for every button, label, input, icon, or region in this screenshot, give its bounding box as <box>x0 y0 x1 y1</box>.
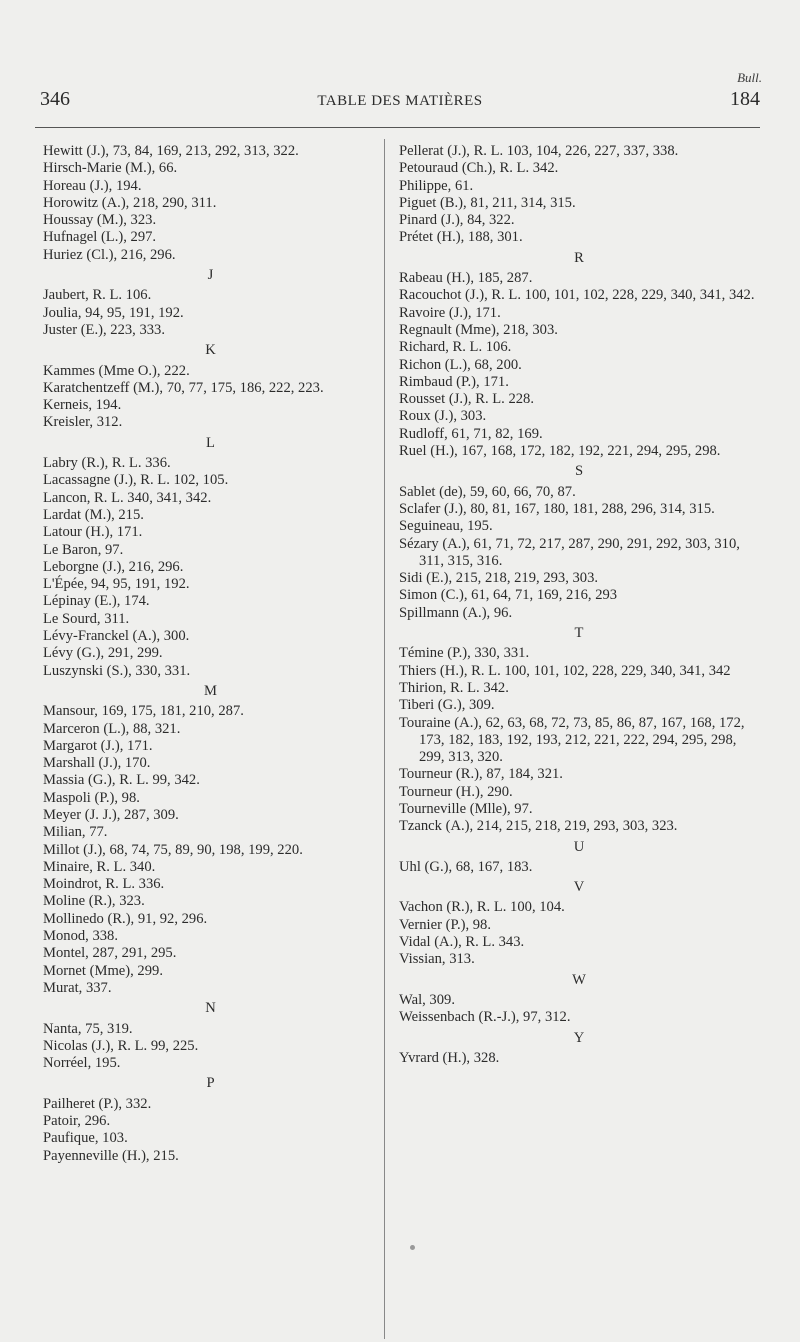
index-entry: Rabeau (H.), 185, 287. <box>399 270 533 287</box>
index-entry: Weissenbach (R.-J.), 97, 312. <box>399 1009 571 1026</box>
speck <box>410 1245 415 1250</box>
section-letter: Y <box>573 1029 585 1046</box>
section-letter: N <box>205 1000 216 1017</box>
index-entry: Hewitt (J.), 73, 84, 169, 213, 292, 313, 322. <box>43 143 299 159</box>
index-entry: Kerneis, 194. <box>43 397 122 414</box>
index-entry: Tzanck (A.), 214, 215, 218, 219, 293, 303, 323. <box>399 818 678 835</box>
index-entry: Nanta, 75, 319. <box>43 1020 133 1037</box>
section-letter: J <box>207 267 214 284</box>
index-entry: Luszynski (S.), 330, 331. <box>43 662 191 679</box>
index-entry: Labry (R.), R. L. 336. <box>43 455 171 472</box>
index-entry: Ruel (H.), 167, 168, 172, 182, 192, 221, 294, 295, 298. <box>399 443 721 460</box>
index-entry: Monod, 338. <box>43 928 118 945</box>
section-letter: P <box>206 1075 215 1092</box>
index-entry: Norréel, 195. <box>43 1055 121 1072</box>
index-entry: Mollinedo (R.), 91, 92, 296. <box>43 910 208 927</box>
index-column-right <box>399 143 759 1067</box>
index-entry: Sclafer (J.), 80, 81, 167, 180, 181, 288, 296, 314, 315. <box>399 500 715 517</box>
index-entry: Lévy-Franckel (A.), 300. <box>43 628 190 645</box>
section-letter: T <box>574 625 584 642</box>
index-entry: Petouraud (Ch.), R. L. 342. <box>399 160 559 177</box>
index-entry: Massia (G.), R. L. 99, 342. <box>43 772 200 789</box>
index-entry: Mansour, 169, 175, 181, 210, 287. <box>43 703 244 720</box>
index-entry: Seguineau, 195. <box>399 518 493 535</box>
index-entry: Touraine (A.), 62, 63, 68, 72, 73, 85, 86, 87, 167, 168, 172, 173, 182, 183, 192, 193, 212, 221, 222, 294, 295, 298, 299, 313, 320. <box>399 714 745 766</box>
index-entry: Spillmann (A.), 96. <box>399 604 513 621</box>
index-entry: Thiers (H.), R. L. 100, 101, 102, 228, 229, 340, 341, 342 <box>399 662 731 679</box>
index-entry: Richon (L.), 68, 200. <box>399 356 522 373</box>
index-entry: Latour (H.), 171. <box>43 524 143 541</box>
index-entry: Lacassagne (J.), R. L. 102, 105. <box>43 472 229 489</box>
section-letter: S <box>574 463 584 480</box>
index-entry: Horeau (J.), 194. <box>43 177 142 194</box>
section-letter: V <box>573 879 585 896</box>
page-number-left: 346 <box>40 88 70 110</box>
index-entry: Yvrard (H.), 328. <box>399 1049 500 1066</box>
index-entry: Kreisler, 312. <box>43 414 123 431</box>
index-entry: Marceron (L.), 88, 321. <box>43 720 181 737</box>
index-entry: Thirion, R. L. 342. <box>399 679 509 696</box>
index-entry: Racouchot (J.), R. L. 100, 101, 102, 228, 229, 340, 341, 342. <box>399 287 755 304</box>
index-entry: Uhl (G.), 68, 167, 183. <box>399 858 533 875</box>
index-entry: Moindrot, R. L. 336. <box>43 876 165 893</box>
index-entry: Le Baron, 97. <box>43 541 124 558</box>
index-entry: Margarot (J.), 171. <box>43 737 153 754</box>
index-entry: Houssay (M.), 323. <box>43 212 157 229</box>
index-entry: Lancon, R. L. 340, 341, 342. <box>43 489 212 506</box>
journal-abbrev: Bull. <box>737 70 762 85</box>
index-entry: Paufique, 103. <box>43 1130 128 1147</box>
index-entry: Montel, 287, 291, 295. <box>43 945 177 962</box>
index-entry: Millot (J.), 68, 74, 75, 89, 90, 198, 199, 220. <box>43 841 303 858</box>
index-entry: Jaubert, R. L. 106. <box>43 287 152 304</box>
index-entry: Tourneur (H.), 290. <box>399 783 513 800</box>
index-entry: Lévy (G.), 291, 299. <box>43 645 163 662</box>
index-entry: Rimbaud (P.), 171. <box>399 373 509 390</box>
index-column-left <box>43 143 378 1165</box>
index-entry: Le Sourd, 311. <box>43 610 130 627</box>
index-entry: Tiberi (G.), 309. <box>399 697 495 714</box>
index-entry: Vachon (R.), R. L. 100, 104. <box>399 899 565 916</box>
page-number-right: 184 <box>730 88 760 110</box>
index-entry: Milian, 77. <box>43 824 108 841</box>
index-entry: Tourneur (R.), 87, 184, 321. <box>399 766 563 783</box>
index-entry: Pailheret (P.), 332. <box>43 1095 152 1112</box>
section-letter: M <box>204 682 217 699</box>
index-entry: Minaire, R. L. 340. <box>43 858 156 875</box>
index-entry: Marshall (J.), 170. <box>43 755 151 772</box>
index-entry: Huriez (Cl.), 216, 296. <box>43 246 176 263</box>
section-letter: R <box>574 249 584 266</box>
section-letter: K <box>205 342 216 359</box>
index-entry: Vidal (A.), R. L. 343. <box>399 934 525 951</box>
index-entry: Joulia, 94, 95, 191, 192. <box>43 304 184 321</box>
index-entry: Kammes (Mme O.), 222. <box>43 362 190 379</box>
index-entry: Témine (P.), 330, 331. <box>399 645 530 662</box>
index-entry: Philippe, 61. <box>399 177 474 194</box>
index-entry: Hirsch-Marie (M.), 66. <box>43 160 178 177</box>
section-letter: L <box>206 434 215 451</box>
index-entry: Lépinay (E.), 174. <box>43 593 150 610</box>
index-entry: Sablet (de), 59, 60, 66, 70, 87. <box>399 483 576 500</box>
index-entry: Richard, R. L. 106. <box>399 339 512 356</box>
index-entry: Karatchentzeff (M.), 70, 77, 175, 186, 222, 223. <box>43 379 324 396</box>
index-entry: Moline (R.), 323. <box>43 893 145 910</box>
index-entry: Ravoire (J.), 171. <box>399 304 501 321</box>
index-entry: Rudloff, 61, 71, 82, 169. <box>399 425 543 442</box>
index-entry: Wal, 309. <box>399 991 455 1008</box>
index-entry: Murat, 337. <box>43 979 112 996</box>
header-rule <box>35 127 760 128</box>
index-entry: Lardat (M.), 215. <box>43 506 144 523</box>
column-divider <box>384 139 385 1339</box>
index-entry: Pellerat (J.), R. L. 103, 104, 226, 227, 337, 338. <box>399 143 679 159</box>
index-entry: Hufnagel (L.), 297. <box>43 229 157 246</box>
index-entry: Maspoli (P.), 98. <box>43 789 140 806</box>
index-entry: Simon (C.), 61, 64, 71, 169, 216, 293 <box>399 587 618 604</box>
index-entry: Vernier (P.), 98. <box>399 916 492 933</box>
running-title: TABLE DES MATIÈRES <box>317 93 483 109</box>
index-entry: Mornet (Mme), 299. <box>43 962 163 979</box>
index-entry: Patoir, 296. <box>43 1113 111 1130</box>
index-entry: Tourneville (Mlle), 97. <box>399 800 533 817</box>
section-letter: U <box>573 838 585 855</box>
index-entry: Pinard (J.), 84, 322. <box>399 212 515 229</box>
index-entry: Meyer (J. J.), 287, 309. <box>43 806 179 823</box>
index-entry: Horowitz (A.), 218, 290, 311. <box>43 194 217 211</box>
index-entry: Sézary (A.), 61, 71, 72, 217, 287, 290, 291, 292, 303, 310, 311, 315, 316. <box>399 535 740 569</box>
index-entry: Prétet (H.), 188, 301. <box>399 229 523 246</box>
index-entry: Roux (J.), 303. <box>399 408 487 425</box>
index-entry: Payenneville (H.), 215. <box>43 1147 179 1164</box>
index-entry: Sidi (E.), 215, 218, 219, 293, 303. <box>399 570 599 587</box>
page-header <box>40 88 760 118</box>
index-entry: Rousset (J.), R. L. 228. <box>399 391 534 408</box>
index-entry: Vissian, 313. <box>399 951 475 968</box>
index-entry: Leborgne (J.), 216, 296. <box>43 558 184 575</box>
index-entry: L'Épée, 94, 95, 191, 192. <box>43 576 190 593</box>
index-entry: Nicolas (J.), R. L. 99, 225. <box>43 1037 199 1054</box>
index-entry: Juster (E.), 223, 333. <box>43 321 166 338</box>
section-letter: W <box>572 971 586 988</box>
index-entry: Regnault (Mme), 218, 303. <box>399 321 558 338</box>
index-entry: Piguet (B.), 81, 211, 314, 315. <box>399 194 576 211</box>
